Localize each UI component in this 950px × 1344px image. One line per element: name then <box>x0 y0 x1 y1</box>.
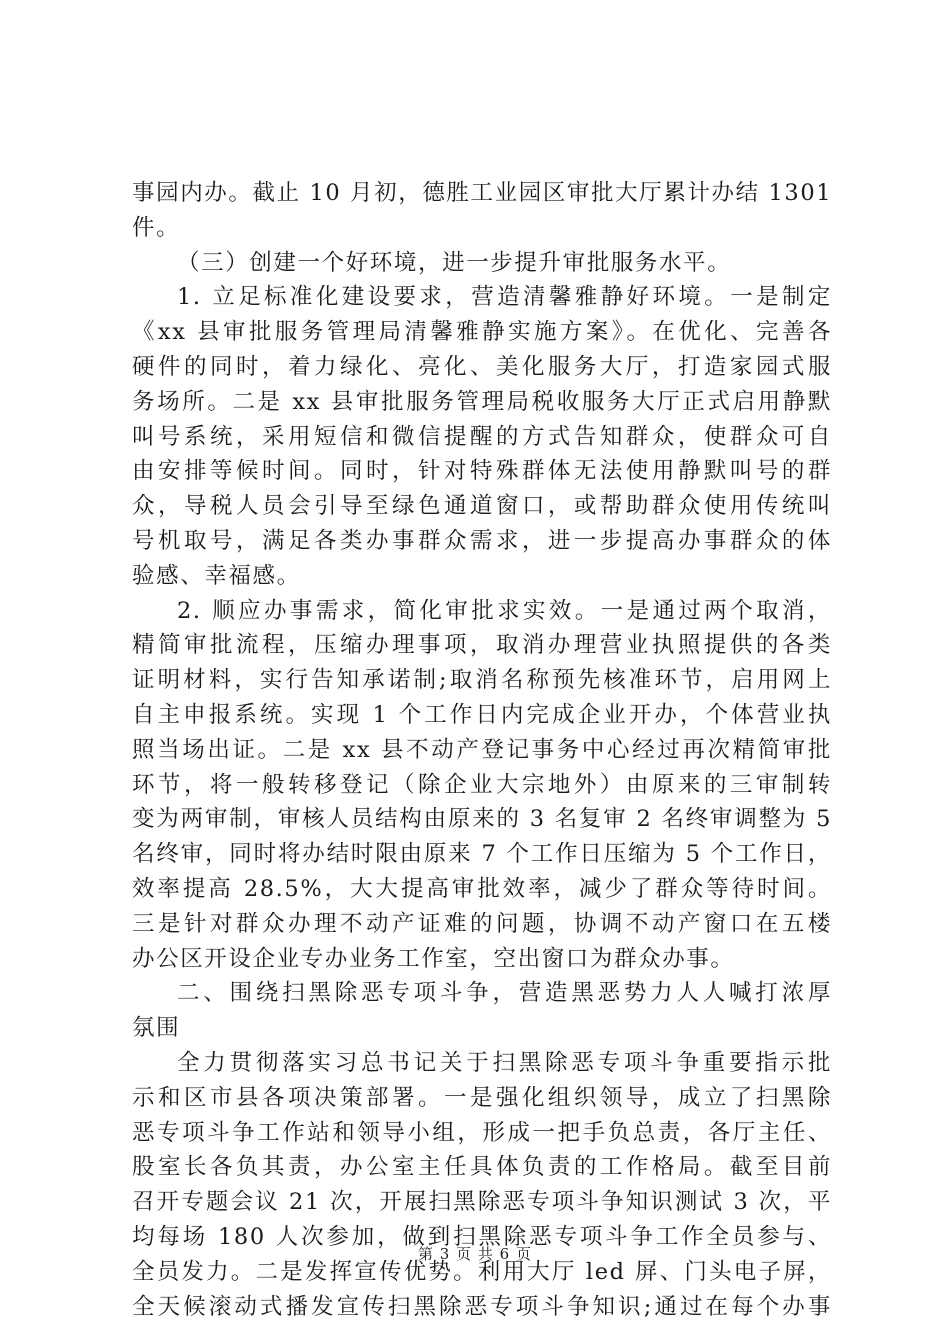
text-line: 效率提高 28.5%，大大提高审批效率，减少了群众等待时间。 <box>132 875 832 902</box>
text-line: 叫号系统，采用短信和微信提醒的方式告知群众，使群众可自 <box>132 423 832 450</box>
document-body <box>132 176 832 1324</box>
text-line: 股室长各负其责，办公室主任具体负责的工作格局。截至目前 <box>132 1154 832 1181</box>
text-line: 名终审，同时将办结时限由原来 7 个工作日压缩为 5 个工作日， <box>132 841 832 868</box>
text-line: 硬件的同时，着力绿化、亮化、美化服务大厅，打造家园式服 <box>132 353 832 380</box>
text-line: 自主申报系统。实现 1 个工作日内完成企业开办，个体营业执 <box>132 701 832 728</box>
text-line: 全力贯彻落实习总书记关于扫黑除恶专项斗争重要指示批 <box>177 1049 832 1076</box>
text-line: 验感、幸福感。 <box>132 562 301 589</box>
text-line: 事园内办。截止 10 月初，德胜工业园区审批大厅累计办结 1301 <box>132 180 832 206</box>
text-line: 1. 立足标准化建设要求，营造清馨雅静好环境。一是制定 <box>177 284 832 311</box>
text-line: 2. 顺应办事需求，简化审批求实效。一是通过两个取消， <box>177 597 832 624</box>
text-line: 照当场出证。二是 xx 县不动产登记事务中心经过再次精简审批 <box>132 736 832 763</box>
text-line: 三是针对群众办理不动产证难的问题，协调不动产窗口在五楼 <box>132 910 832 937</box>
text-line: 恶专项斗争工作站和领导小组，形成一把手负总责，各厅主任、 <box>132 1119 832 1146</box>
text-line: 《xx 县审批服务管理局清馨雅静实施方案》。在优化、完善各 <box>132 319 832 346</box>
text-line: 环节，将一般转移登记（除企业大宗地外）由原来的三审制转 <box>132 771 832 798</box>
text-line: 办公区开设企业专办业务工作室，空出窗口为群众办事。 <box>132 945 735 972</box>
text-line: 由安排等候时间。同时，针对特殊群体无法使用静默叫号的群 <box>132 458 832 485</box>
text-line: 示和区市县各项决策部署。一是强化组织领导，成立了扫黑除 <box>132 1084 832 1111</box>
text-line: 召开专题会议 21 次，开展扫黑除恶专项斗争知识测试 3 次，平 <box>132 1189 832 1216</box>
text-line: 二、围绕扫黑除恶专项斗争，营造黑恶势力人人喊打浓厚 <box>177 980 832 1007</box>
text-line: （三）创建一个好环境，进一步提升审批服务水平。 <box>177 249 732 276</box>
text-line: 变为两审制，审核人员结构由原来的 3 名复审 2 名终审调整为 5 <box>132 806 832 833</box>
text-line: 均每场 180 人次参加，做到扫黑除恶专项斗争工作全员参与、 <box>132 1223 832 1250</box>
text-line: 件。 <box>132 214 181 241</box>
page-footer: 第 3 页 共 6 页 <box>418 1245 532 1263</box>
text-line: 全天候滚动式播发宣传扫黑除恶专项斗争知识;通过在每个办事 <box>132 1293 832 1320</box>
text-line: 号机取号，满足各类办事群众需求，进一步提高办事群众的体 <box>132 527 832 554</box>
text-line: 众，导税人员会引导至绿色通道窗口，或帮助群众使用传统叫 <box>132 493 832 520</box>
text-line: 全员发力。二是发挥宣传优势。利用大厅 led 屏、门头电子屏， <box>132 1258 832 1285</box>
text-line: 氛围 <box>132 1015 181 1042</box>
text-line: 务场所。二是 xx 县审批服务管理局税收服务大厅正式启用静默 <box>132 388 832 415</box>
text-line: 精简审批流程，压缩办理事项，取消办理营业执照提供的各类 <box>132 632 832 659</box>
text-line: 证明材料，实行告知承诺制;取消名称预先核准环节，启用网上 <box>132 667 832 694</box>
